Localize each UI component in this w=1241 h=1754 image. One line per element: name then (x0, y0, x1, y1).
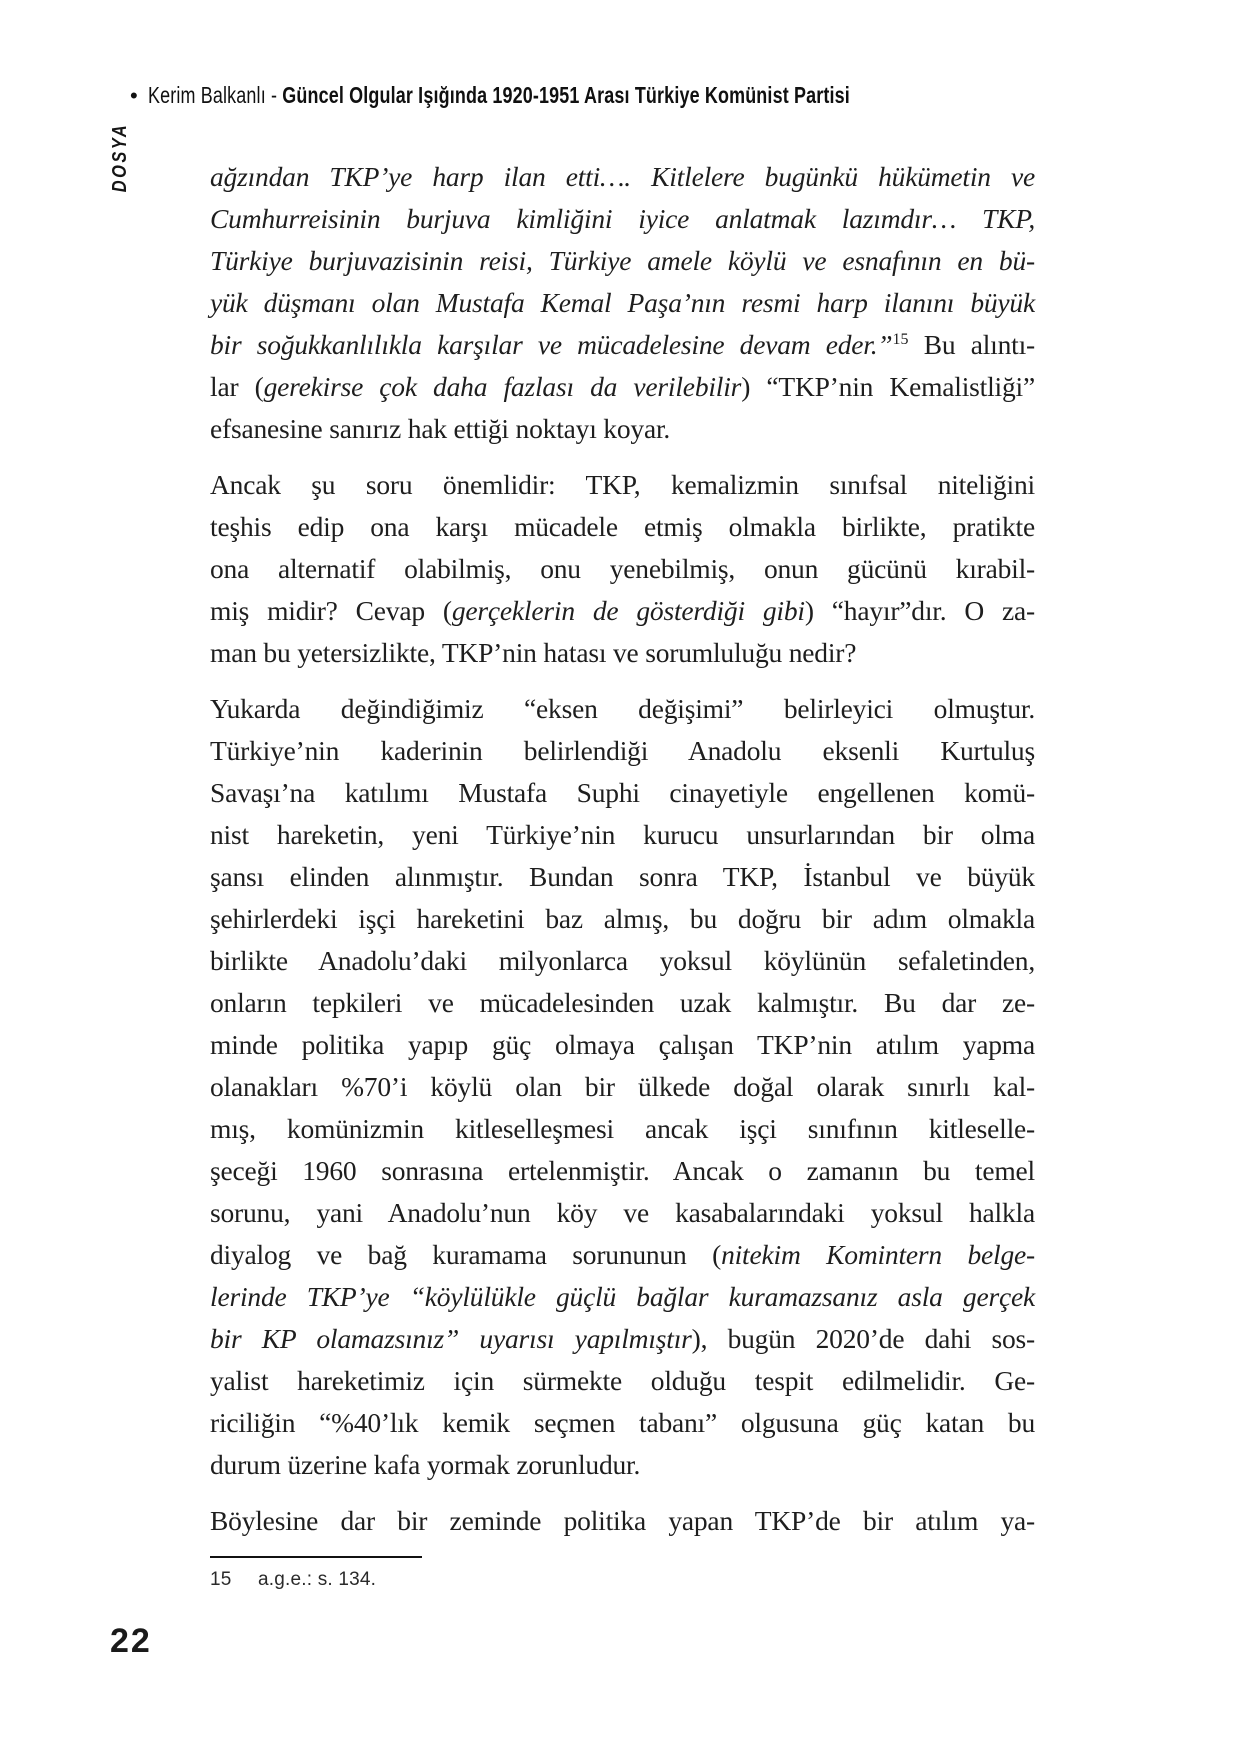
text-line: sorunu, yani Anadolu’nun köy ve kasabalarındaki yoksul halkla (210, 1197, 1035, 1228)
text-line: ona alternatif olabilmiş, onu yenebilmiş, onun gücünü kırabil- (210, 553, 1035, 584)
text-line: birlikte Anadolu’daki milyonlarca yoksul köylünün sefaletinden, (210, 945, 1035, 976)
text-line: lar (gerekirse çok daha fazlası da verilebilir) “TKP’nin Kemalistliği” (210, 371, 1035, 402)
text-line: lerinde TKP’ye “köylülükle güçlü bağlar kuramazsanız asla gerçek (210, 1281, 1035, 1312)
header-text (148, 82, 850, 109)
paragraph (210, 464, 1035, 674)
header-chapter-title: Güncel Olgular Işığında 1920-1951 Arası Türkiye Komünist Partisi (281, 82, 850, 108)
section-label-text: DOSYA (108, 122, 131, 192)
section-label-vertical (103, 105, 137, 209)
text-line: teşhis edip ona karşı mücadele etmiş olmakla birlikte, pratikte (210, 511, 1035, 542)
text-line: onların tepkileri ve mücadelesinden uzak kalmıştır. Bu dar ze- (210, 987, 1035, 1018)
text-line: Türkiye’nin kaderinin belirlendiği Anadolu eksenli Kurtuluş (210, 735, 1035, 766)
text-line: yalist hareketimiz için sürmekte olduğu tespit edilmelidir. Ge- (210, 1365, 1035, 1396)
text-line: mış, komünizmin kitleselleşmesi ancak işçi sınıfının kitleselle- (210, 1113, 1035, 1144)
text-line: bir KP olamazsınız” uyarısı yapılmıştır), bugün 2020’de dahi sos- (210, 1323, 1035, 1354)
article-body (210, 156, 1035, 1556)
footnote-text: a.g.e.: s. 134. (258, 1569, 377, 1590)
text-line: şansı elinden alınmıştır. Bundan sonra TKP, İstanbul ve büyük (210, 861, 1035, 892)
text-line: şehirlerdeki işçi hareketini baz almış, bu doğru bir adım olmakla (210, 903, 1035, 934)
text-line: diyalog ve bağ kuramama sorununun (nitekim Komintern belge- (210, 1239, 1035, 1270)
text-line: efsanesine sanırız hak ettiği noktayı koyar. (210, 413, 671, 444)
text-line: man bu yetersizlikte, TKP’nin hatası ve sorumluluğu nedir? (210, 637, 857, 668)
text-line: yük düşmanı olan Mustafa Kemal Paşa’nın resmi harp ilanını büyük (210, 287, 1035, 318)
paragraph (210, 156, 1035, 450)
text-line: Cumhurreisinin burjuva kimliğini iyice anlatmak lazımdır… TKP, (210, 203, 1035, 234)
paragraph (210, 688, 1035, 1486)
footnote-number: 15 (210, 1569, 232, 1590)
paragraph (210, 1500, 1035, 1542)
text-line: miş midir? Cevap (gerçeklerin de gösterdiği gibi) “hayır”dır. O za- (210, 595, 1035, 626)
text-line: şeceği 1960 sonrasına ertelenmiştir. Ancak o zamanın bu temel (210, 1155, 1035, 1186)
text-line: durum üzerine kafa yormak zorunludur. (210, 1449, 641, 1480)
footnote-block (210, 1556, 810, 1591)
page-number: 22 (110, 1622, 152, 1660)
footnote-divider (210, 1556, 422, 1558)
header-author: Kerim Balkanlı (147, 82, 266, 108)
running-header (130, 82, 1048, 109)
text-line: olanakları %70’i köylü olan bir ülkede doğal olarak sınırlı kal- (210, 1071, 1035, 1102)
text-line: minde politika yapıp güç olmaya çalışan TKP’nin atılım yapma (210, 1029, 1035, 1060)
footnote (210, 1569, 810, 1591)
header-bullet-icon: • (130, 82, 138, 108)
text-line: nist hareketin, yeni Türkiye’nin kurucu unsurlarından bir olma (210, 819, 1035, 850)
text-line: Yukarda değindiğimiz “eksen değişimi” belirleyici olmuştur. (210, 693, 1035, 724)
text-line: Türkiye burjuvazisinin reisi, Türkiye amele köylü ve esnafının en bü- (210, 245, 1035, 276)
text-line: Böylesine dar bir zeminde politika yapan TKP’de bir atılım ya- (210, 1505, 1035, 1536)
text-line: riciliğin “%40’lık kemik seçmen tabanı” olgusuna güç katan bu (210, 1407, 1035, 1438)
text-line: Ancak şu soru önemlidir: TKP, kemalizmin sınıfsal niteliğini (210, 469, 1035, 500)
header-separator: - (265, 82, 282, 108)
text-line: bir soğukkanlılıkla karşılar ve mücadelesine devam eder.”$^{15}$ Bu alıntı- (210, 329, 1035, 360)
text-line: Savaşı’na katılımı Mustafa Suphi cinayetiyle engellenen komü- (210, 777, 1035, 808)
text-line: ağzından TKP’ye harp ilan etti…. Kitlelere bugünkü hükümetin ve (210, 161, 1035, 192)
